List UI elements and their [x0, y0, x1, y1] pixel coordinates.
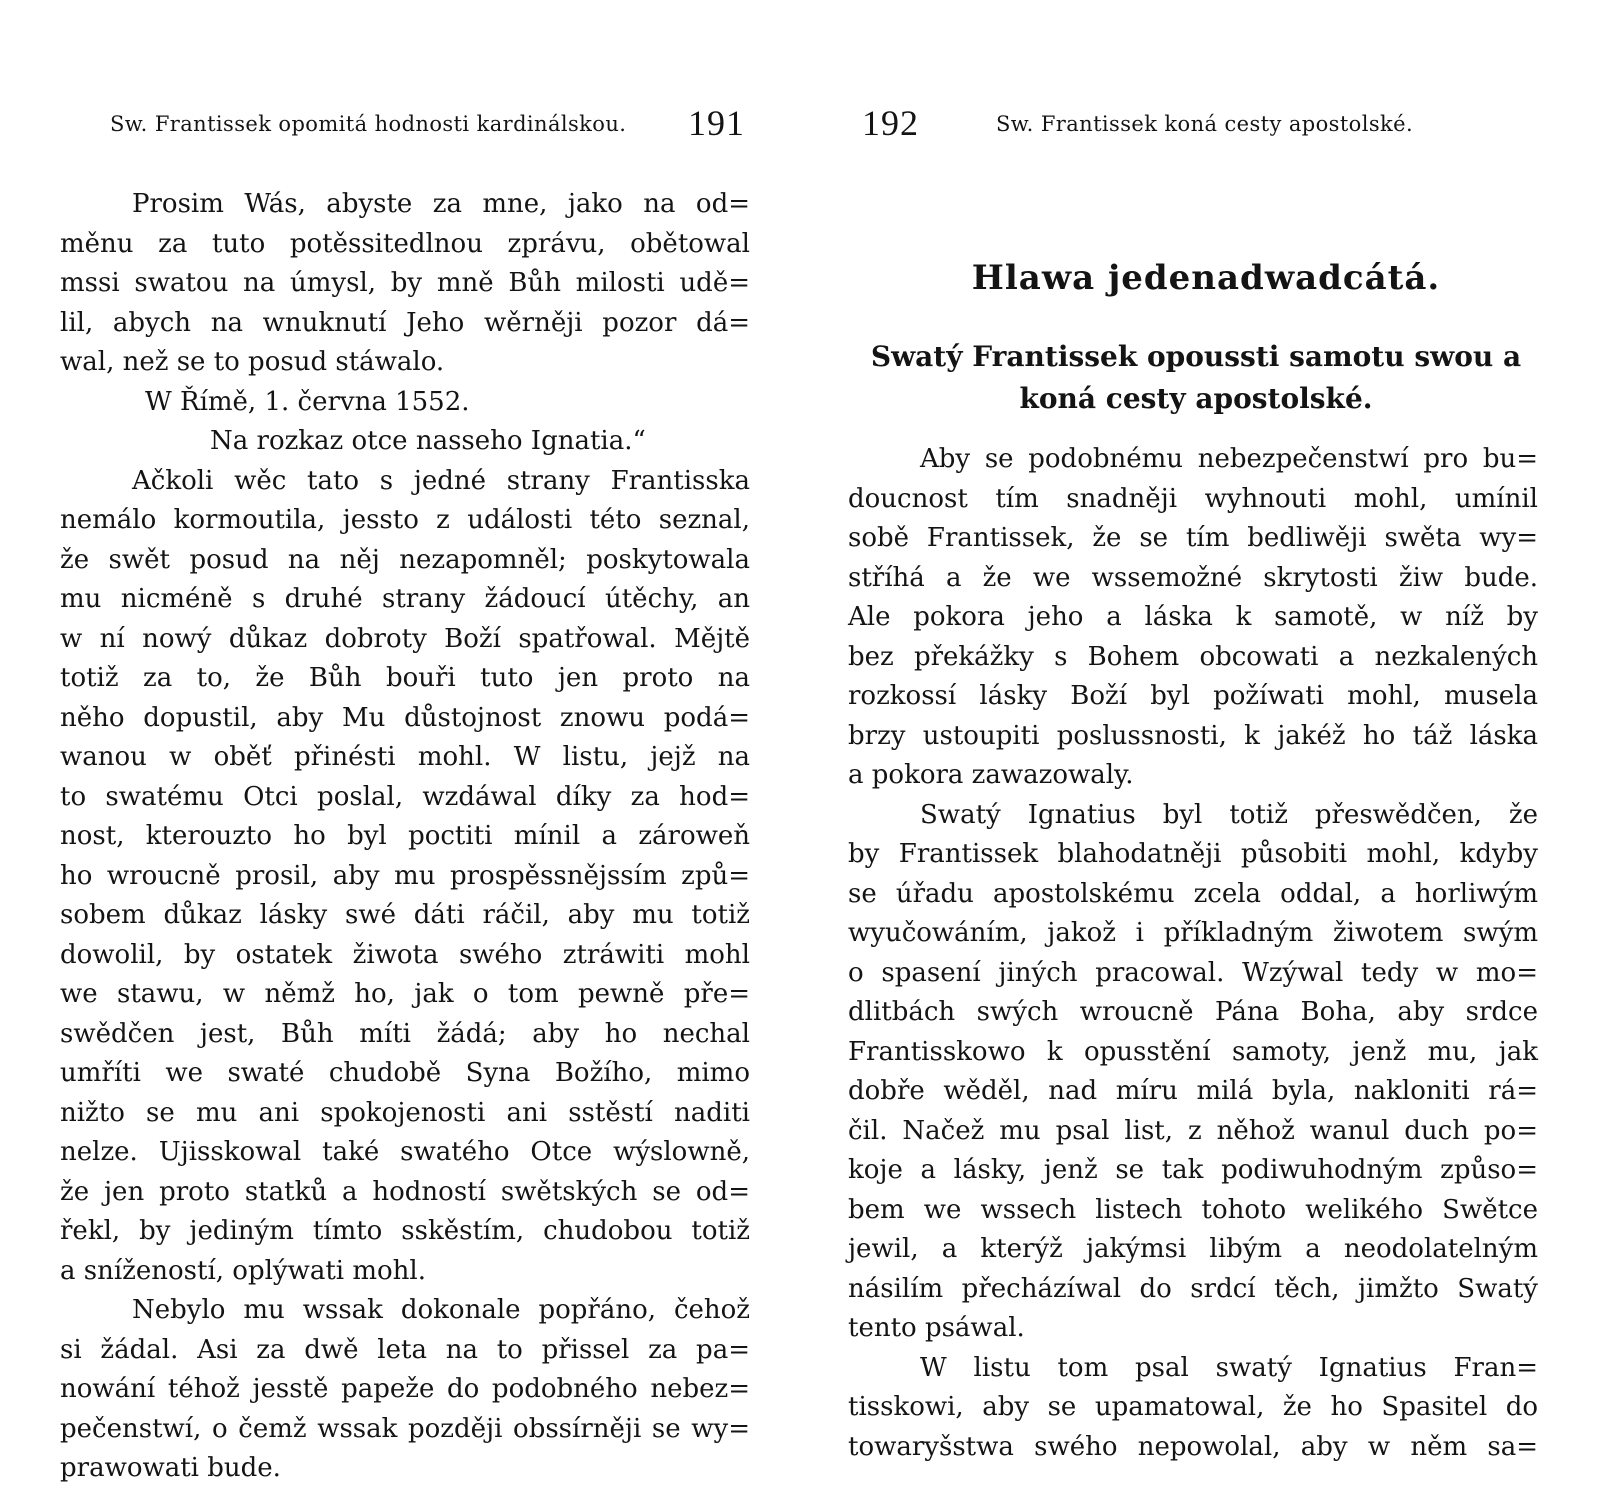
- text-line: stříhá a že we wssemožné skrytosti žiw bude.: [848, 562, 1538, 593]
- text-line: dobře wěděl, nad míru milá byla, nakloniti rá=: [848, 1076, 1538, 1106]
- text-line: lil, abych na wnuknutí Jeho wěrněji pozor dá=: [60, 307, 750, 338]
- text-line: bez překážky s Bohem obcowati a nezkalených: [848, 641, 1538, 672]
- text-line: si žádal. Asi za dwě leta na to přissel za pa=: [60, 1334, 750, 1365]
- text-line: brzy ustoupiti poslussnosti, k jakéž ho táž láska: [848, 720, 1538, 751]
- text-line: rozkossí lásky Boží byl požíwati mohl, musela: [848, 681, 1538, 711]
- text-line: nemálo kormoutila, jessto z události této seznal,: [60, 505, 750, 535]
- text-line: W Římě, 1. června 1552.: [145, 386, 470, 417]
- text-line: a pokora zawazowaly.: [848, 760, 1134, 790]
- text-line: že jen proto statků a hodností swětských se od=: [60, 1176, 750, 1207]
- text-line: swědčen jest, Bůh míti žádá; aby ho nechal: [60, 1018, 750, 1049]
- text-line: sobě Frantissek, že se tím bedliwěji swěta wy=: [848, 523, 1538, 553]
- text-line: Ale pokora jeho a láska k samotě, w níž by: [848, 602, 1538, 632]
- text-line: se úřadu apostolskému zcela oddal, a horliwým: [848, 878, 1538, 909]
- text-line: w ní nowý důkaz dobroty Boží spatřowal. Mějtě: [60, 623, 750, 654]
- text-line: že swět posud na něj nezapomněl; poskytowala: [60, 544, 750, 575]
- text-line: o spasení jiných pracowal. Wzýwal tedy w mo=: [848, 957, 1538, 988]
- text-line: to swatému Otci poslal, wzdáwal díky za hod=: [60, 781, 750, 812]
- page-number: 191: [688, 103, 745, 143]
- text-line: násilím přecházíwal do srdcí těch, jimžto Swatý: [848, 1273, 1538, 1304]
- text-line: we stawu, w němž ho, jak o tom pewně pře=: [60, 979, 750, 1009]
- text-line: tento psáwal.: [848, 1313, 1025, 1343]
- text-line: pečenstwí, o čemž wssak později obssírněji se wy=: [60, 1413, 750, 1444]
- left-page: [0, 0, 800, 1500]
- text-line: Prosim Wás, abyste za mne, jako na od=: [132, 189, 750, 219]
- text-line: sobem důkaz lásky swé dáti ráčil, aby mu totiž: [60, 900, 750, 930]
- text-line: nost, kterouzto ho byl poctiti mínil a zároweň: [60, 821, 750, 851]
- text-line: ho wroucně prosil, aby mu prospěssnějssím způ=: [60, 860, 750, 891]
- text-line: umříti we swaté chudobě Syna Božího, mimo: [60, 1058, 750, 1088]
- text-line: čil. Načež mu psal list, z něhož wanul duch po=: [848, 1115, 1538, 1146]
- text-line: řekl, by jediným tímto sskěstím, chudobou totiž: [60, 1216, 750, 1246]
- text-line: Aby se podobnému nebezpečenstwí pro bu=: [920, 444, 1538, 474]
- text-line: něho dopustil, aby Mu důstojnost znowu podá=: [60, 702, 750, 733]
- text-line: wyučowáním, jakož i příkladným žiwotem swým: [848, 918, 1538, 948]
- chapter-subtitle: Swatý Frantissek opoussti samotu swou a koná cesty apostolské.: [870, 340, 1522, 415]
- text-line: W listu tom psal swatý Ignatius Fran=: [920, 1352, 1538, 1383]
- text-line: Swatý Ignatius byl totiž přeswědčen, že: [920, 799, 1538, 830]
- text-line: wal, než se to posud stáwalo.: [60, 347, 445, 377]
- chapter-title: Hlawa jedenadwadcátá.: [971, 258, 1441, 298]
- text-line: tisskowi, aby se upamatowal, že ho Spasitel do: [848, 1392, 1538, 1422]
- text-line: totiž za to, že Bůh bouři tuto jen proto na: [60, 663, 750, 693]
- text-line: doucnost tím snadněji wyhnouti mohl, umínil: [848, 483, 1538, 514]
- text-line: dowolil, by ostatek žiwota swého ztráwiti mohl: [60, 939, 750, 970]
- text-line: koje a lásky, jenž se tak podiwuhodným způso=: [848, 1155, 1538, 1185]
- text-line: nowání téhož jesstě papeže do podobného nebez=: [60, 1374, 750, 1404]
- text-line: dlitbách swých wroucně Pána Boha, aby srdce: [848, 997, 1538, 1027]
- text-line: mssi swatou na úmysl, by mně Bůh milosti udě=: [60, 268, 750, 298]
- text-line: bem we wssech listech tohoto welikého Swětce: [848, 1194, 1538, 1225]
- body-text: [848, 440, 1538, 1467]
- right-page: [806, 0, 1606, 1500]
- text-line: towaryšstwa swého nepowolal, aby w něm sa=: [848, 1431, 1538, 1462]
- text-line: Frantisskowo k opusstění samoty, jenž mu, jak: [848, 1036, 1538, 1067]
- page-number: 192: [862, 103, 919, 143]
- text-line: jewil, a kterýž jakýmsi libým a neodolatelným: [848, 1234, 1538, 1264]
- text-line: by Frantissek blahodatněji působiti mohl, kdyby: [848, 839, 1538, 869]
- text-line: Nebylo mu wssak dokonale popřáno, čehož: [132, 1295, 750, 1325]
- text-line: a snížeností, oplýwati mohl.: [60, 1255, 427, 1286]
- body-text: [60, 185, 750, 1489]
- text-line: Na rozkaz otce nasseho Ignatia.“: [210, 426, 646, 456]
- running-head: Sw. Frantissek opomitá hodnosti kardinálskou.: [110, 112, 627, 136]
- text-line: mu nicméně s druhé strany žádoucí útěchy, an: [60, 584, 750, 614]
- running-head: Sw. Frantissek koná cesty apostolské.: [996, 112, 1414, 136]
- text-line: Ačkoli wěc tato s jedné strany Frantisska: [132, 465, 750, 496]
- text-line: měnu za tuto potěssitedlnou zprávu, obětowal: [60, 228, 750, 259]
- text-line: nelze. Ujisskowal také swatého Otce wýslowně,: [60, 1137, 750, 1167]
- text-line: prawowati bude.: [60, 1453, 281, 1483]
- text-line: wanou w oběť přinésti mohl. W listu, jejž na: [60, 742, 750, 772]
- text-line: nižto se mu ani spokojenosti ani sstěstí naditi: [60, 1097, 750, 1128]
